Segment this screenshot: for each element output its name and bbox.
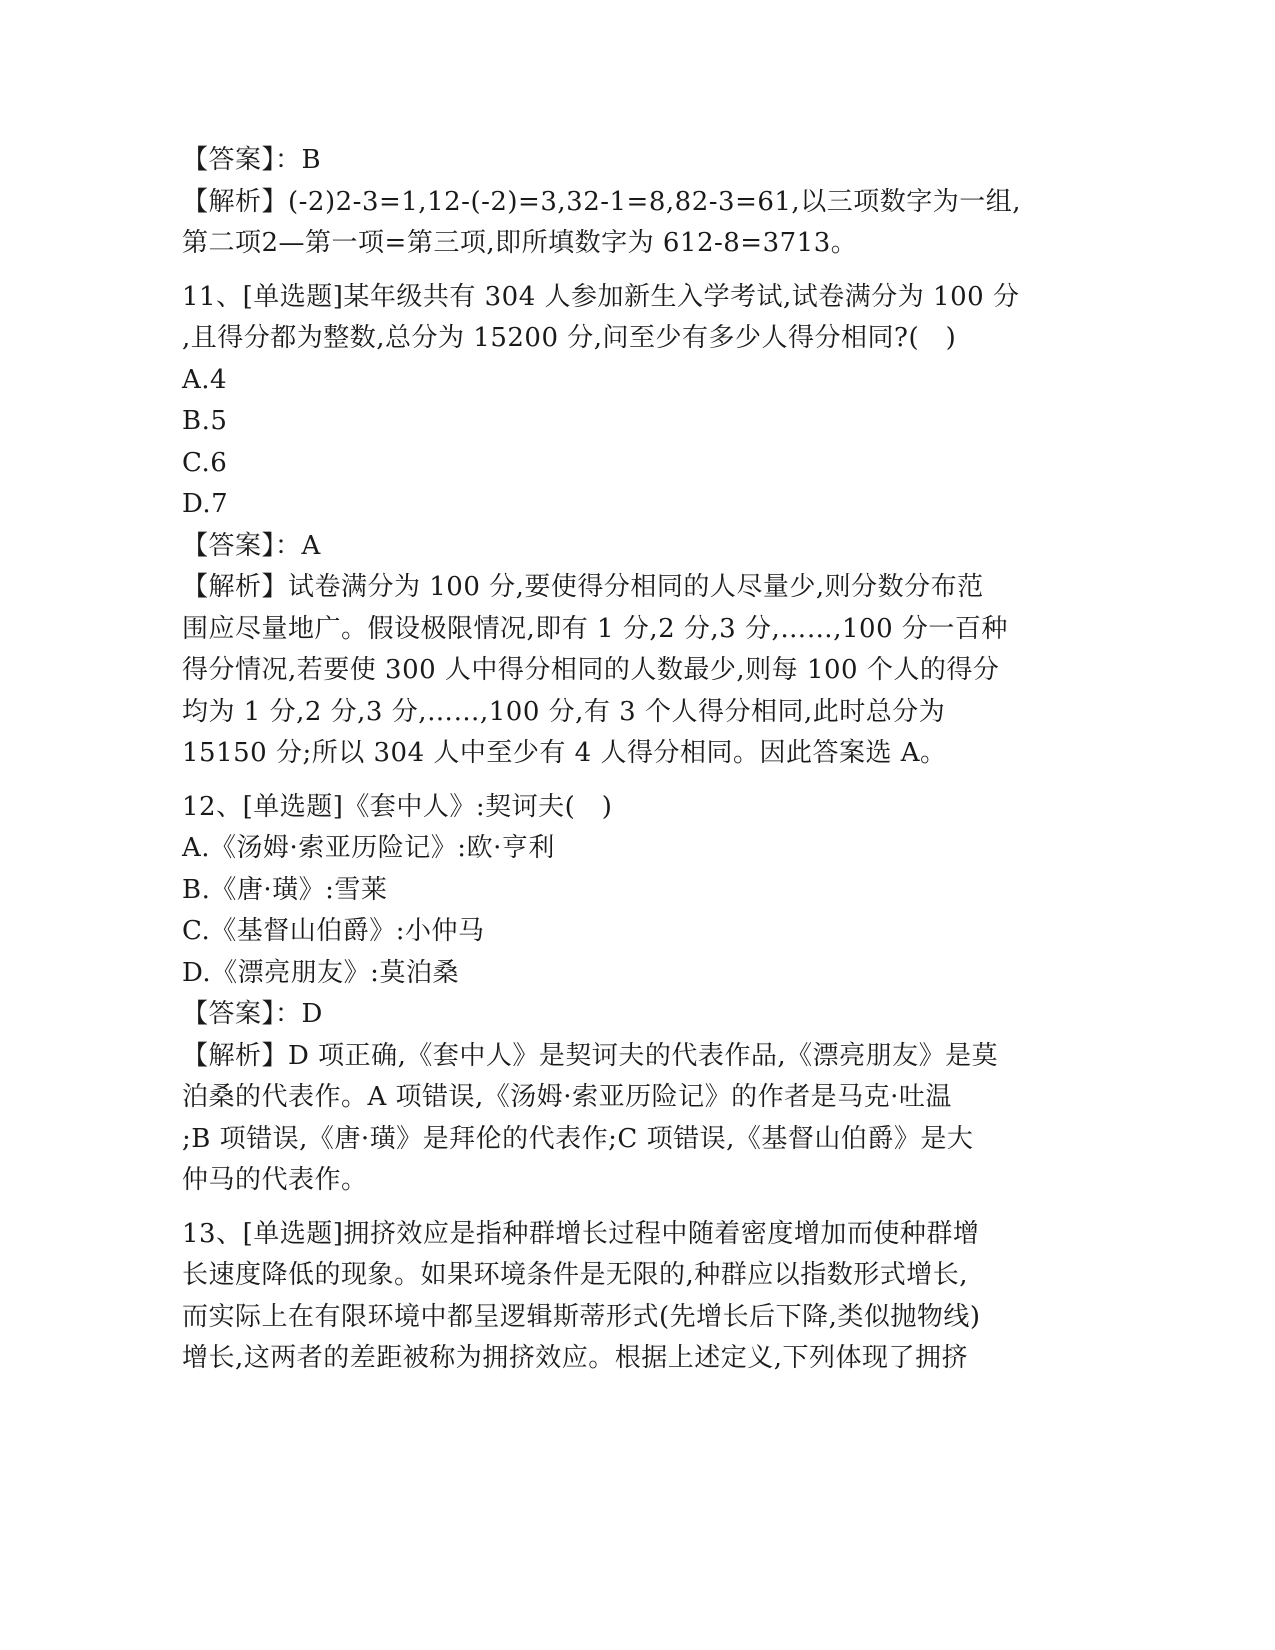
analysis-line: 第二项2—第一项=第三项,即所填数字为 612-8=3713。	[182, 228, 858, 258]
answer-line: 【答案】：D	[182, 999, 323, 1029]
option-b: B.5	[182, 406, 228, 436]
question-13	[182, 1214, 1082, 1380]
option-c: C.《基督山伯爵》:小仲马	[182, 916, 485, 946]
answer-line: 【答案】：B	[182, 145, 322, 175]
analysis-line: 【解析】试卷满分为 100 分,要使得分相同的人尽量少,则分数分布范	[182, 572, 984, 602]
option-a: A.《汤姆·索亚历险记》:欧·亨利	[182, 833, 555, 863]
analysis-line: 【解析】D 项正确,《套中人》是契诃夫的代表作品,《漂亮朋友》是莫	[182, 1040, 999, 1071]
answer-line: 【答案】：A	[182, 530, 321, 561]
question-stem: 而实际上在有限环境中都呈逻辑斯蒂形式(先增长后下降,类似抛物线)	[182, 1301, 981, 1332]
question-11	[182, 277, 1082, 775]
question-stem: 长速度降低的现象。如果环境条件是无限的,种群应以指数形式增长,	[182, 1260, 969, 1290]
option-d: D.7	[182, 489, 229, 519]
analysis-line: 围应尽量地广。假设极限情况,即有 1 分,2 分,3 分,……,100 分一百种	[182, 613, 1008, 644]
document-page	[182, 140, 1082, 1380]
analysis-line: 仲马的代表作。	[182, 1165, 368, 1195]
previous-question-block	[182, 140, 1082, 265]
analysis-line: 均为 1 分,2 分,3 分,……,100 分,有 3 个人得分相同,此时总分为	[182, 696, 946, 727]
option-b: B.《唐·璜》:雪莱	[182, 874, 388, 905]
option-c: C.6	[182, 447, 228, 478]
question-stem: 12、[单选题]《套中人》:契诃夫( )	[182, 791, 613, 822]
question-stem: 13、[单选题]拥挤效应是指种群增长过程中随着密度增加而使种群增	[182, 1218, 980, 1249]
question-stem: 11、[单选题]某年级共有 304 人参加新生入学考试,试卷满分为 100 分	[182, 281, 1020, 312]
question-12	[182, 787, 1082, 1202]
question-stem: ,且得分都为整数,总分为 15200 分,问至少有多少人得分相同?( )	[182, 323, 957, 353]
analysis-line: 【解析】(-2)2-3=1,12-(-2)=3,32-1=8,82-3=61,以三项数字为一组,	[182, 186, 1021, 217]
analysis-line: 得分情况,若要使 300 人中得分相同的人数最少,则每 100 个人的得分	[182, 655, 1000, 685]
analysis-line: ;B 项错误,《唐·璜》是拜伦的代表作;C 项错误,《基督山伯爵》是大	[182, 1123, 974, 1154]
analysis-line: 泊桑的代表作。A 项错误,《汤姆·索亚历险记》的作者是马克·吐温	[182, 1082, 952, 1112]
option-d: D.《漂亮朋友》:莫泊桑	[182, 957, 459, 988]
option-a: A.4	[182, 364, 228, 395]
question-stem: 增长,这两者的差距被称为拥挤效应。根据上述定义,下列体现了拥挤	[182, 1343, 969, 1373]
analysis-line: 15150 分;所以 304 人中至少有 4 人得分相同。因此答案选 A。	[182, 738, 947, 768]
